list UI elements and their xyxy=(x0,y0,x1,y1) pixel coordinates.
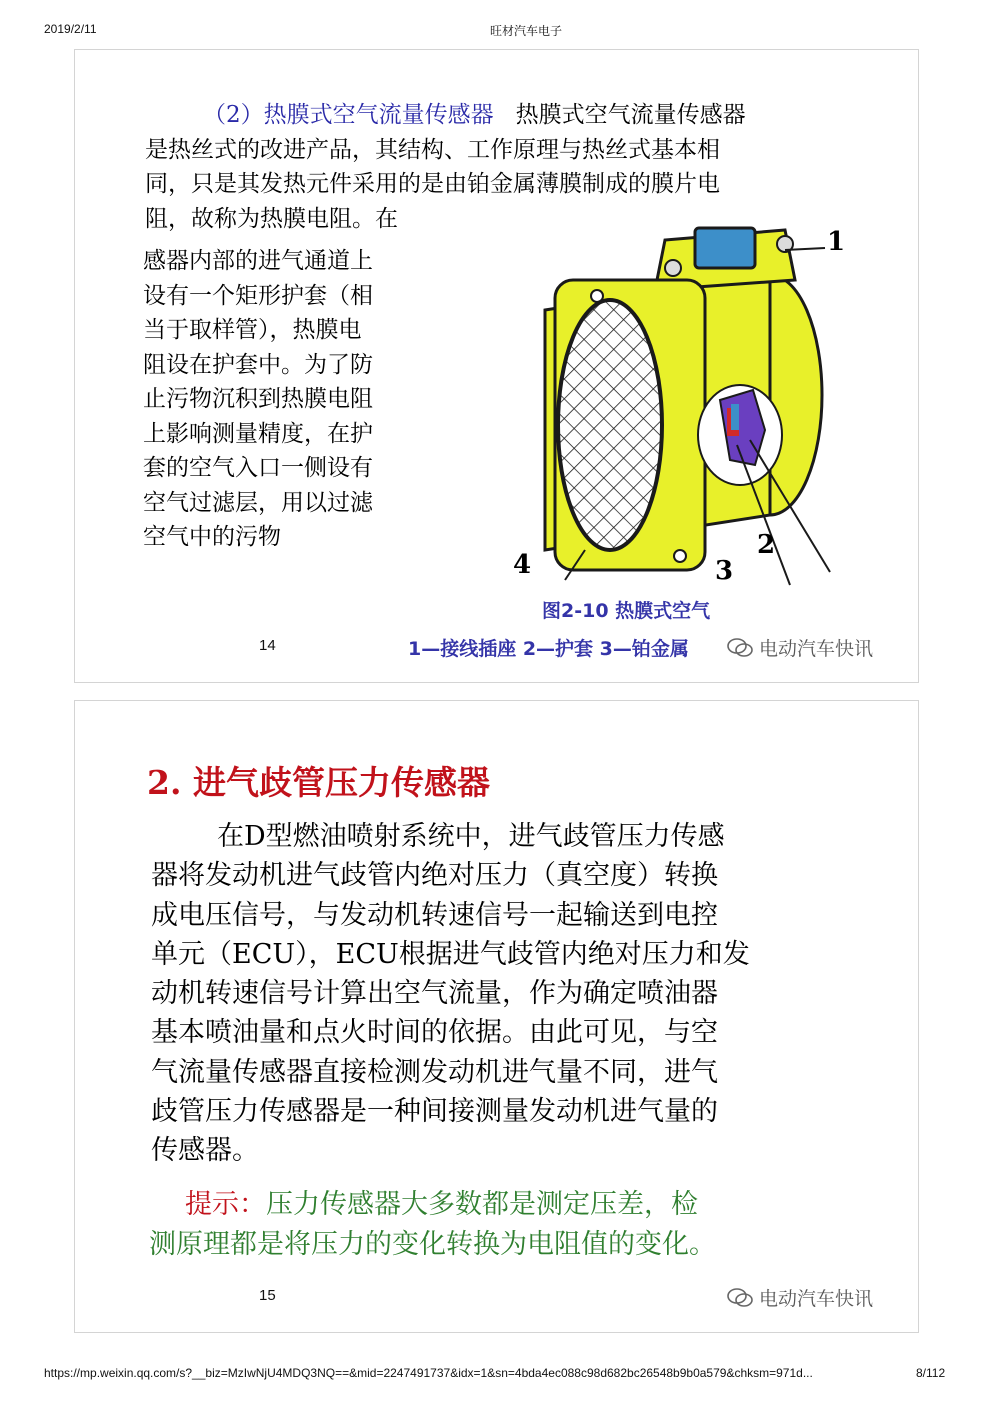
para-line: 成电压信号，与发动机转速信号一起输送到电控 xyxy=(151,899,718,931)
side-line: 感器内部的进气通道上 xyxy=(143,248,373,274)
slide1-intro-line-3: 同，只是其发热元件采用的是由铂金属薄膜制成的膜片电 xyxy=(145,171,720,197)
tip-line-1 xyxy=(149,1185,849,1225)
slide-manifold-pressure-sensor xyxy=(74,700,919,1333)
side-line: 套的空气入口一侧设有 xyxy=(143,455,373,481)
watermark-text: 电动汽车快讯 xyxy=(759,638,874,660)
callout-4: 4 xyxy=(513,550,532,580)
hot-film-sensor-illustration xyxy=(485,220,845,590)
side-line: 上影响测量精度，在护 xyxy=(143,420,373,447)
para-line: 单元（ECU），ECU根据进气歧管内绝对压力和发 xyxy=(151,938,750,970)
para-line: 动机转速信号计算出空气流量，作为确定喷油器 xyxy=(151,978,718,1010)
tip-label: 提示： xyxy=(185,1189,266,1220)
screw-left xyxy=(665,260,681,276)
slide1-side-text xyxy=(143,244,443,555)
wechat-icon xyxy=(727,638,753,658)
connector-socket xyxy=(695,228,755,268)
side-line: 设有一个矩形护套（相 xyxy=(143,282,373,309)
slide-hot-film-sensor xyxy=(74,49,919,683)
print-date: 2019/2/11 xyxy=(44,22,97,36)
film-element xyxy=(731,404,739,430)
air-filter-mesh xyxy=(558,300,662,550)
slide2-tip xyxy=(149,1185,849,1265)
side-line: 当于取样管），热膜电 xyxy=(143,317,362,343)
para-line: 器将发动机进气歧管内绝对压力（真空度）转换 xyxy=(151,860,718,892)
slide1-heading: （2）热膜式空气流量传感器 xyxy=(203,102,494,128)
para-line: 在D型燃油喷射系统中，进气歧管压力传感 xyxy=(217,821,725,852)
callout-3: 3 xyxy=(715,556,734,586)
slide1-intro-line-1 xyxy=(145,98,865,133)
side-line: 止污物沉积到热膜电阻 xyxy=(143,386,373,412)
side-line: 空气中的污物 xyxy=(143,524,281,550)
para-line: 歧管压力传感器是一种间接测量发动机进气量的 xyxy=(151,1096,718,1128)
slide1-intro-line-2: 是热丝式的改进产品，其结构、工作原理与热丝式基本相 xyxy=(145,136,720,163)
slide1-intro-line-4: 阻，故称为热膜电阻。在 xyxy=(145,205,398,232)
figure-caption: 图2-10 热膜式空气 xyxy=(542,600,711,622)
callout-1: 1 xyxy=(827,227,846,257)
figure-legend: 1—接线插座 2—护套 3—铂金属 xyxy=(408,638,689,660)
bolt-hole-bottom xyxy=(674,550,686,562)
tip-line-2: 测原理都是将压力的变化转换为电阻值的变化。 xyxy=(149,1229,716,1260)
slide2-watermark xyxy=(727,1284,873,1311)
watermark-text: 电动汽车快讯 xyxy=(759,1288,874,1310)
slide1-watermark xyxy=(727,634,873,661)
page-indicator: 8/112 xyxy=(916,1366,946,1380)
side-line: 阻设在护套中。为了防 xyxy=(143,351,373,378)
para-line: 基本喷油量和点火时间的依据。由此可见，与空 xyxy=(151,1017,718,1049)
callout-2: 2 xyxy=(757,530,776,560)
para-line: 气流量传感器直接检测发动机进气量不同，进气 xyxy=(151,1056,718,1088)
slide1-page-number: 14 xyxy=(259,637,276,654)
tip-text-1: 压力传感器大多数都是测定压差，检 xyxy=(266,1189,698,1220)
wechat-icon xyxy=(727,1288,753,1308)
slide1-intro-text-1: 热膜式空气流量传感器 xyxy=(515,102,746,128)
para-line: 传感器。 xyxy=(151,1135,259,1167)
slide2-page-number: 15 xyxy=(259,1287,276,1304)
slide2-title: 2. 进气歧管压力传感器 xyxy=(147,763,490,802)
page-url: https://mp.weixin.qq.com/s?__biz=MzIwNjU4MDQ3NQ==&mid=2247491737&idx=1&sn=4bda4ec088c98d682bc26548b9b0a579&chksm=971d... xyxy=(44,1366,813,1380)
slide1-intro xyxy=(145,98,865,236)
side-line: 空气过滤层，用以过滤 xyxy=(143,489,373,516)
print-site-title: 旺材汽车电子 xyxy=(490,24,563,38)
slide2-paragraph xyxy=(151,817,851,1171)
